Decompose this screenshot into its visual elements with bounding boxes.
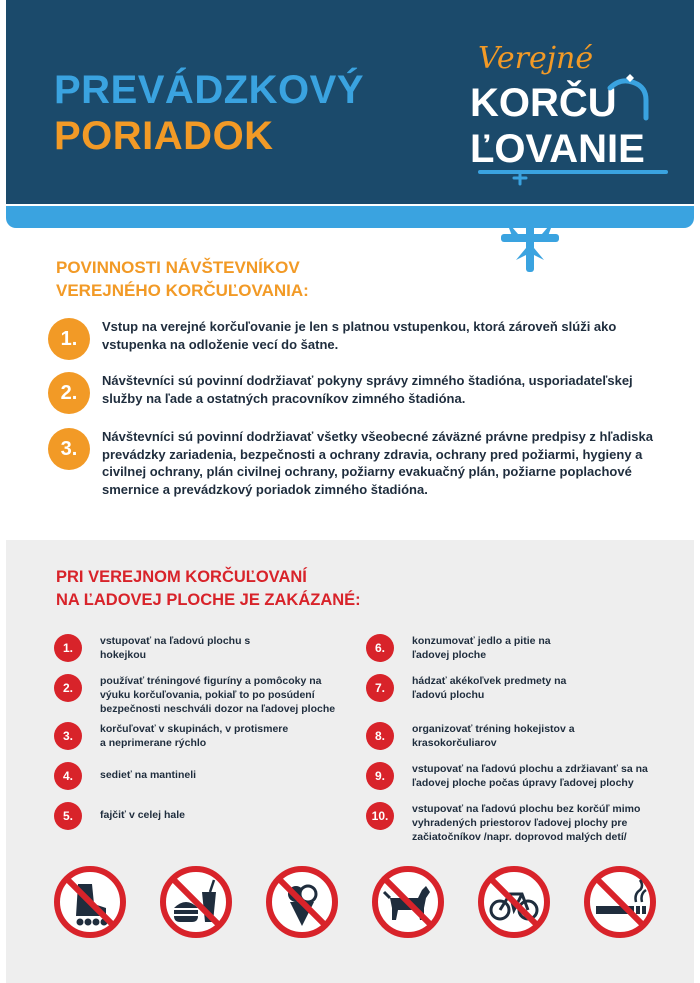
prohibition-number-badge: 1. (54, 634, 82, 662)
no-dogs-icon (370, 864, 446, 940)
prohibition-text: vstupovať na ľadovú plochu bez korčúľ mimo vyhradených priestorov ľadovej plochy pre začiatočníkov /napr. doprovod malých detí/ (412, 803, 641, 843)
prohibition-text: vstupovať na ľadovú plochu s hokejkou (100, 635, 251, 661)
duty-text: Návštevníci sú povinní dodržiavať všetky všeobecné záväzné právne predpisy z hľadiska prevádzky zariadenia, bezpečnosti a ochrany zdravia, ochrany pred požiarmi, hygieny a civilnej ochrany, plán civilnej ochrany, požiarny evakuačný plán, požiarne poplachové smernice a prevádzkový poriadok zimného štadióna. (102, 429, 653, 497)
prohibition-number-badge: 7. (366, 674, 394, 702)
prohibition-pictograms (40, 864, 660, 944)
prohibition-text: konzumovať jedlo a pitie na ľadovej ploche (412, 635, 551, 661)
prohibition-number-badge: 9. (366, 762, 394, 790)
prohibition-text: organizovať tréning hokejistov a krasokorčuliarov (412, 723, 575, 749)
prohibition-text: korčuľovať v skupinách, v protismere a neprimerane rýchlo (100, 723, 289, 749)
no-bicycles-icon (476, 864, 552, 940)
prohibition-text: fajčiť v celej hale (100, 809, 185, 821)
duty-number-badge: 2. (48, 372, 90, 414)
no-food-drink-icon (158, 864, 234, 940)
header-accent-bar (6, 206, 694, 228)
prohibition-text: sedieť na mantineli (100, 769, 197, 781)
prohibition-number-badge: 5. (54, 802, 82, 830)
page-title-line1: PREVÁDZKOVÝ (54, 68, 364, 112)
svg-text:KORČU: KORČU (470, 81, 617, 125)
duty-text: Vstup na verejné korčuľovanie je len s platnou vstupenkou, ktorá zároveň slúži ako vstupenka na odloženie vecí do šatne. (102, 319, 617, 352)
prohibitions-heading: PRI VEREJNOM KORČUĽOVANÍ NA ĽADOVEJ PLOCHE JE ZAKÁZANÉ: (56, 568, 361, 609)
svg-text:ĽOVANIE: ĽOVANIE (470, 127, 645, 171)
prohibition-number-badge: 2. (54, 674, 82, 702)
prohibition-number-badge: 10. (366, 802, 394, 830)
header-banner (6, 0, 694, 204)
duty-text: Návštevníci sú povinní dodržiavať pokyny správy zimného štadióna, usporiadateľskej služby na ľade a ostatných pracovníkov zimného štadióna. (102, 373, 633, 406)
no-ice-cream-icon (264, 864, 340, 940)
no-smoking-icon (582, 864, 658, 940)
prohibition-text: používať tréningové figuríny a pomôcoky na výuku korčuľovania, pokiaľ to po posúdení bezpečnosti neschváli dozor na ľadovej ploche (100, 675, 336, 715)
duty-number-badge: 1. (48, 318, 90, 360)
prohibition-number-badge: 3. (54, 722, 82, 750)
prohibition-number-badge: 8. (366, 722, 394, 750)
page-title-line2: PORIADOK (54, 114, 274, 158)
prohibition-number-badge: 4. (54, 762, 82, 790)
duty-number-badge: 3. (48, 428, 90, 470)
verejne-korculovanie-logo (460, 30, 680, 190)
prohibition-number-badge: 6. (366, 634, 394, 662)
prohibition-text: hádzať akékoľvek predmety na ľadovú plochu (412, 675, 567, 701)
duties-heading: POVINNOSTI NÁVŠTEVNÍKOV VEREJNÉHO KORČUĽOVANIA: (56, 258, 309, 300)
prohibition-text: vstupovať na ľadovú plochu a zdržiavanť sa na ľadovej ploche počas úpravy ľadovej plochy (412, 763, 648, 789)
no-inline-skates-icon (52, 864, 128, 940)
svg-text:Verejné: Verejné (478, 41, 594, 76)
snowflake-icon (496, 214, 564, 272)
